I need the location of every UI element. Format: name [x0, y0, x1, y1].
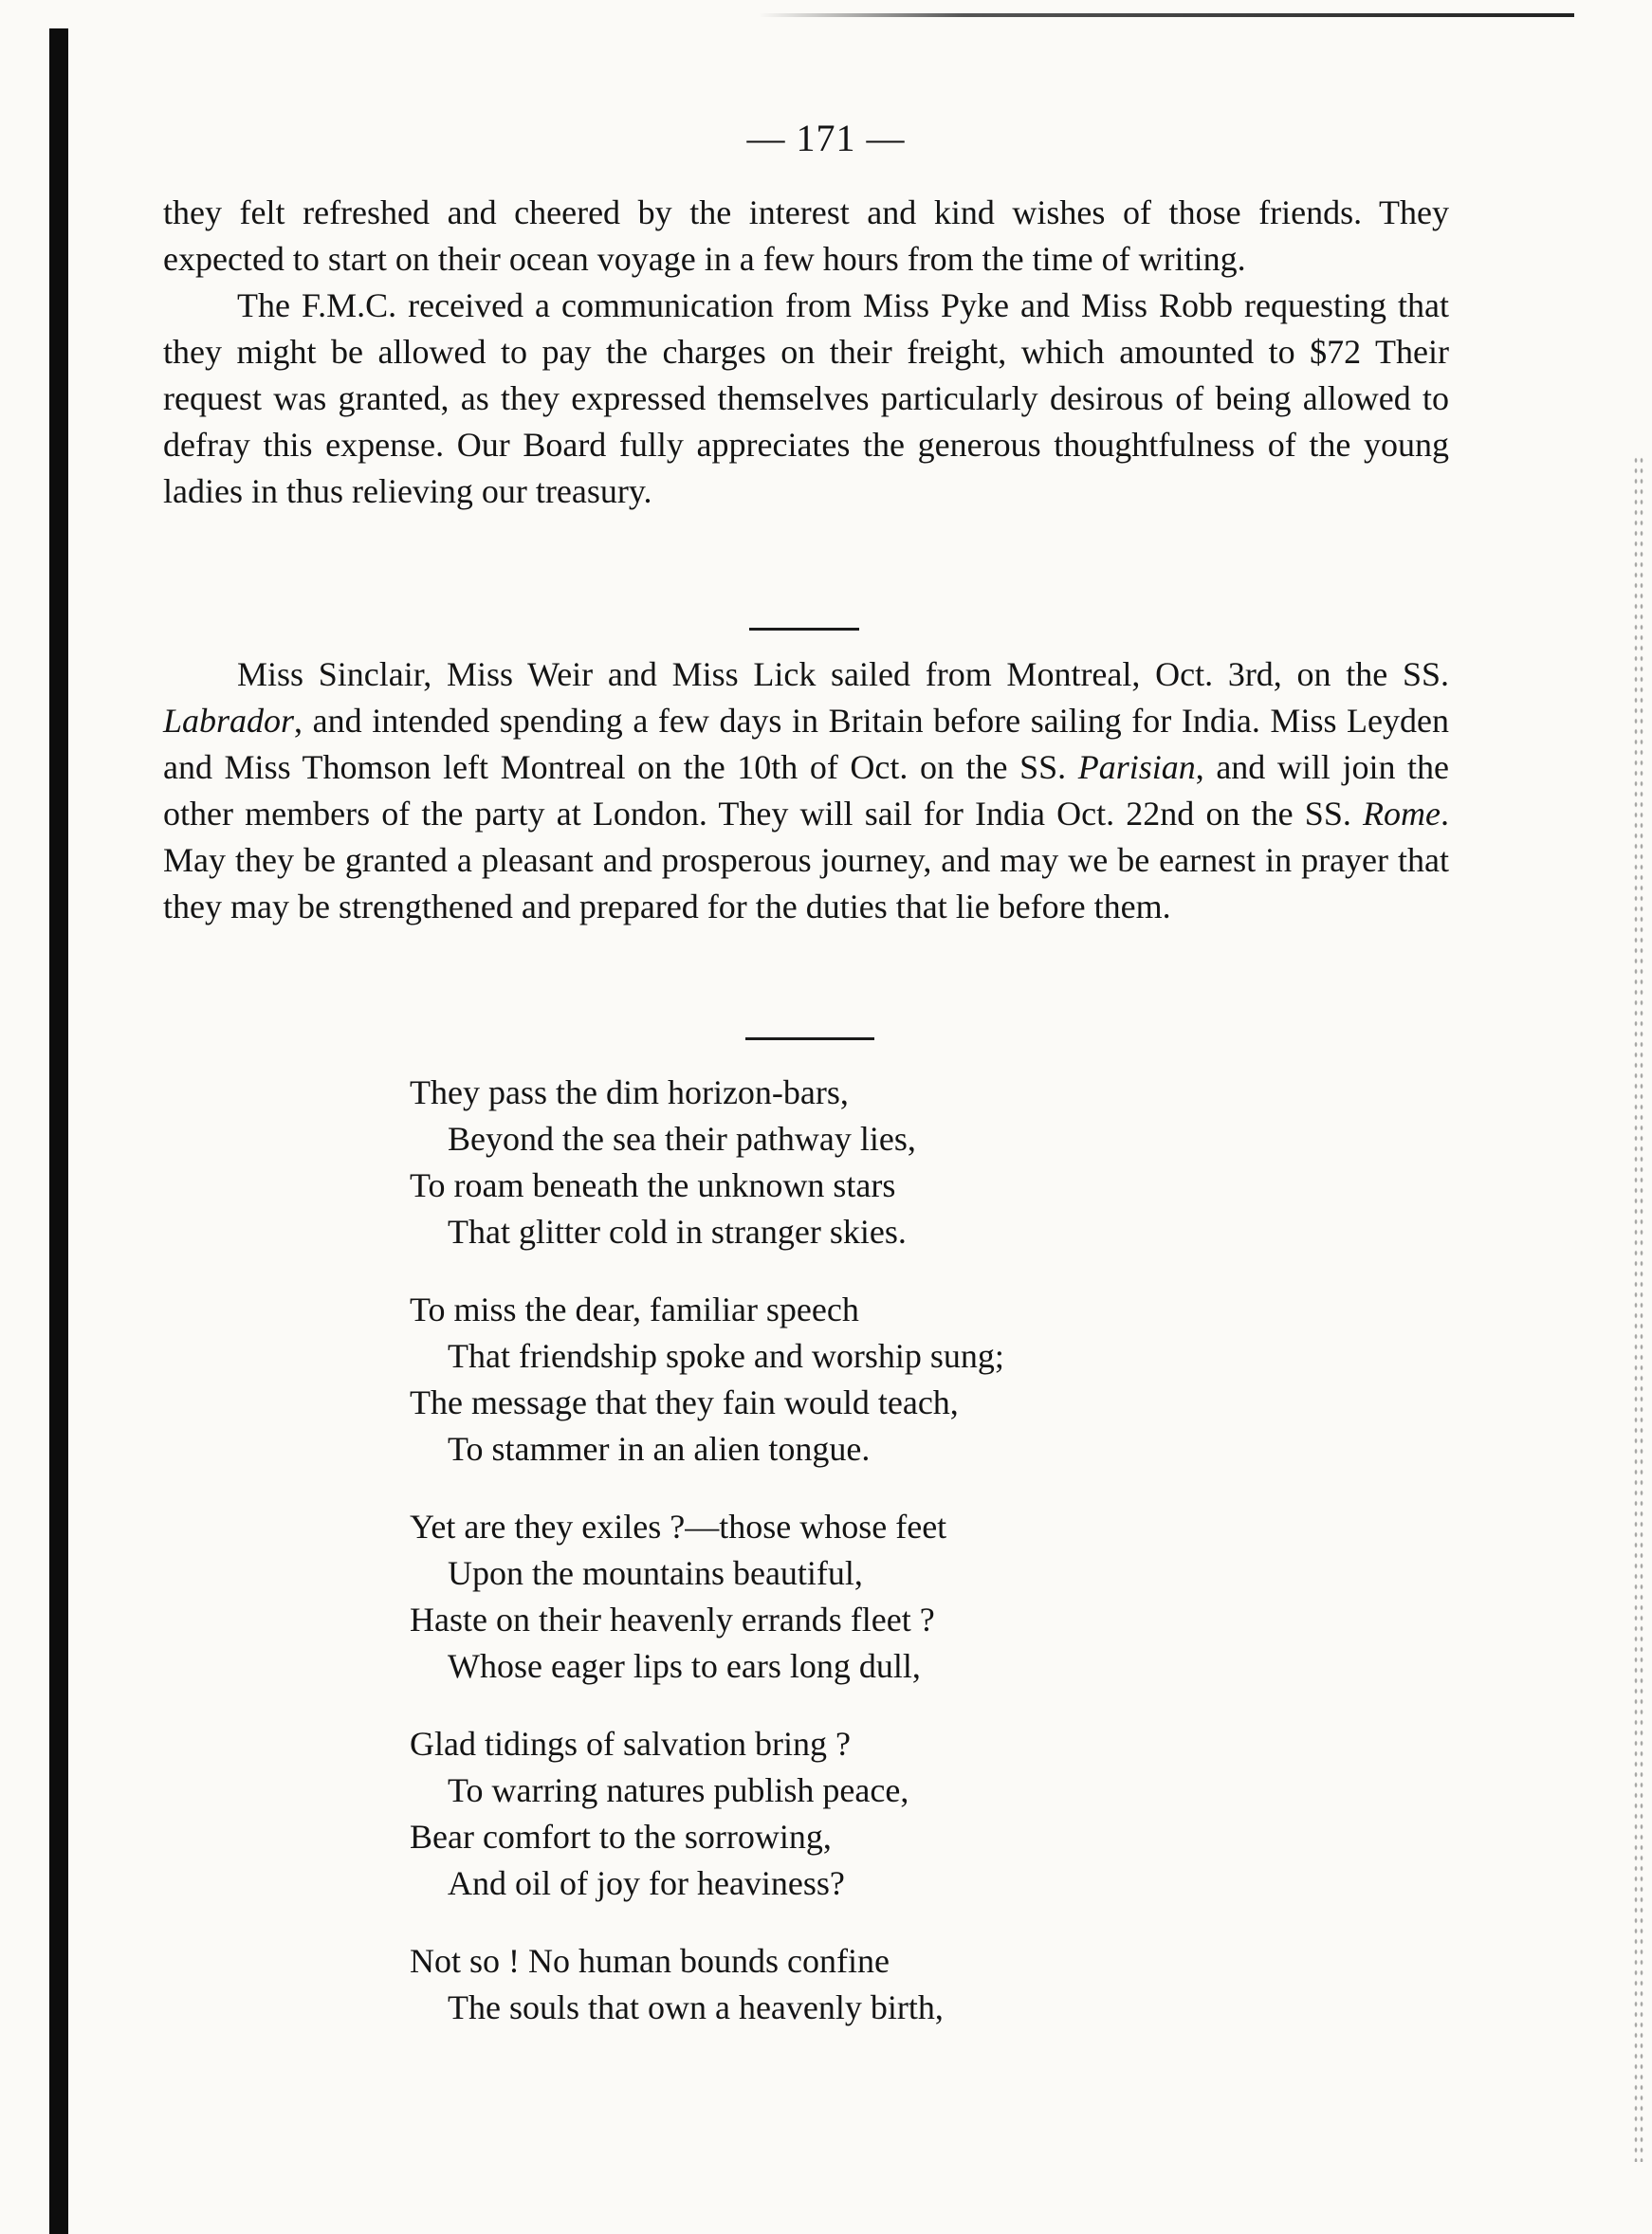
body-text-sailing [163, 651, 1449, 930]
section-divider [745, 1037, 874, 1040]
poem [410, 1070, 1453, 2062]
paragraph-fmc: The F.M.C. received a communication from Miss Pyke and Miss Robb requesting that they might be allowed to pay the charges on their freight, which amounted to $72 Their request was granted, as they expressed themselves particularly desirous of being allowed to defray this expense. Our Board fully appreciates the generous thoughtfulness of the young ladies in thus relieving our treasury. [163, 286, 1449, 510]
poem-line: Beyond the sea their pathway lies, [448, 1120, 916, 1158]
poem-stanza-2 [410, 1287, 1453, 1473]
poem-line: The souls that own a heavenly birth, [448, 1988, 944, 2026]
sailing-text-1: Miss Sinclair, Miss Weir and Miss Lick sailed from Montreal, Oct. 3rd, on the SS. [237, 655, 1449, 693]
paragraph-continued: they felt refreshed and cheered by the interest and kind wishes of those friends. They expected to start on their ocean voyage in a few hours from the time of writing. [163, 193, 1449, 278]
scan-edge-artifacts [1633, 455, 1644, 2162]
section-divider [749, 628, 859, 631]
poem-line: The message that they fain would teach, [410, 1383, 959, 1421]
poem-line: To roam beneath the unknown stars [410, 1166, 896, 1204]
poem-line: Whose eager lips to ears long dull, [448, 1647, 921, 1685]
poem-line: And oil of joy for heaviness? [448, 1864, 845, 1902]
ship-name-rome: Rome [1363, 795, 1441, 833]
body-text-top [163, 190, 1449, 515]
scan-top-rule [759, 13, 1574, 17]
poem-line: To warring natures publish peace, [448, 1771, 909, 1809]
sailing-text-4: . May they be granted a pleasant and prosperous journey, and may we be earnest in prayer that they may be strengthened and prepared for the duties that lie before them. [163, 795, 1449, 925]
poem-line: That friendship spoke and worship sung; [448, 1337, 1004, 1375]
page-number: — 171 — [746, 117, 906, 159]
paragraph-sailing [163, 651, 1449, 930]
poem-line: Bear comfort to the sorrowing, [410, 1818, 832, 1856]
poem-line: That glitter cold in stranger skies. [448, 1213, 907, 1251]
poem-line: Yet are they exiles ?—those whose feet [410, 1508, 947, 1546]
poem-line: Not so ! No human bounds confine [410, 1942, 890, 1980]
ship-name-labrador: Labrador [163, 702, 295, 740]
poem-stanza-1 [410, 1070, 1453, 1255]
poem-line: Upon the mountains beautiful, [448, 1554, 863, 1592]
poem-stanza-5 [410, 1938, 1453, 2031]
ship-name-parisian: Parisian [1077, 748, 1196, 786]
sailing-text-2: , and intended spending a few days in Britain before sailing for India. Miss Leyden and Miss Thomson left Montreal on the 10th of Oct. on the SS. [163, 702, 1449, 786]
sailing-text-3: , and will join the other members of the party at London. They will sail for India Oct. 22nd on the SS. [163, 748, 1450, 833]
poem-stanza-4 [410, 1721, 1453, 1907]
poem-line: They pass the dim horizon-bars, [410, 1073, 849, 1111]
poem-line: Glad tidings of salvation bring ? [410, 1725, 851, 1763]
poem-line: To miss the dear, familiar speech [410, 1291, 859, 1328]
poem-stanza-3 [410, 1504, 1453, 1690]
poem-line: To stammer in an alien tongue. [448, 1430, 871, 1468]
poem-line: Haste on their heavenly errands fleet ? [410, 1601, 935, 1639]
book-binding-edge [49, 28, 68, 2234]
